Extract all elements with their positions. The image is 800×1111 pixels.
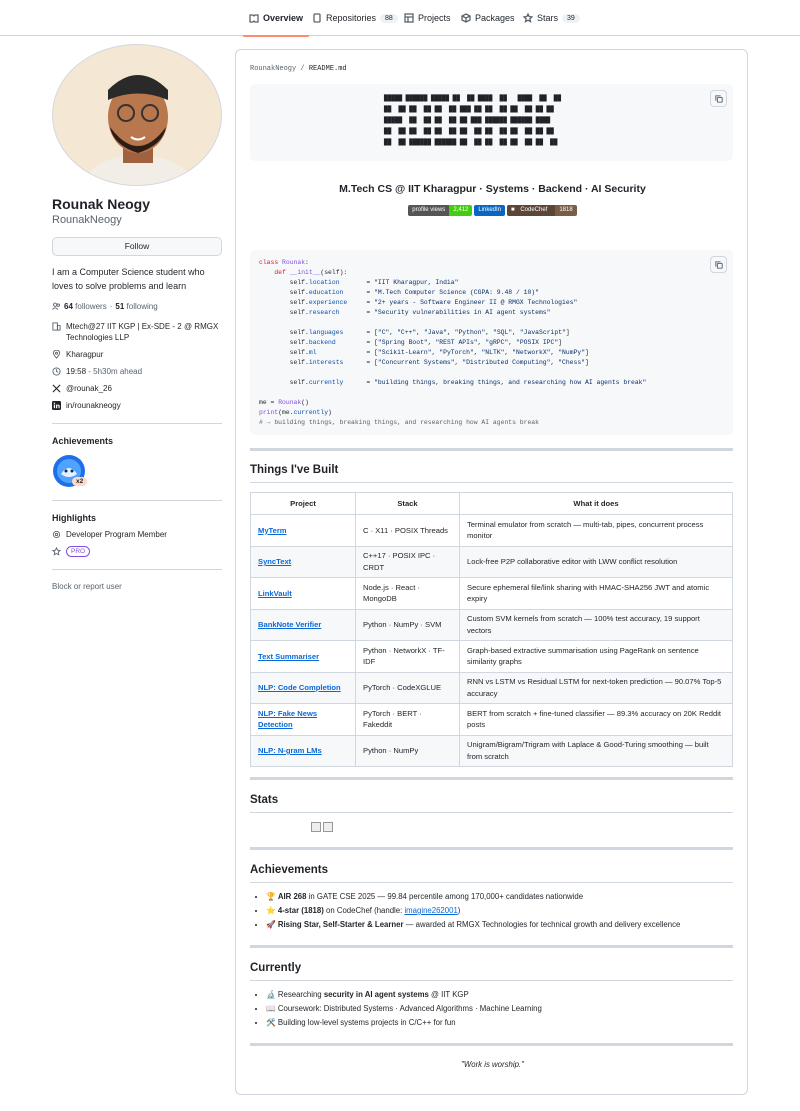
- highlights-heading: Highlights: [52, 513, 96, 523]
- table-header: Stack: [356, 493, 460, 515]
- table-row: [251, 515, 733, 547]
- table-row: [251, 672, 733, 704]
- stats-images: [311, 822, 333, 832]
- divider: [52, 423, 222, 424]
- project-stack: Python · NetworkX · TF-IDF: [356, 641, 460, 673]
- tab-packages[interactable]: [461, 0, 515, 36]
- time-offset: - 5h30m ahead: [88, 367, 143, 376]
- clock-icon: [52, 367, 61, 376]
- followers-link[interactable]: [64, 302, 107, 311]
- profile-tabs: [0, 0, 800, 36]
- people-icon: [52, 302, 61, 311]
- list-item: • 🛠️ Building low-level systems projects in C/C++ for fun: [266, 1016, 542, 1030]
- local-time: 19:58: [66, 367, 87, 376]
- package-icon: [461, 13, 471, 23]
- tab-overview[interactable]: [249, 0, 303, 36]
- project-stack: Python · NumPy · SVM: [356, 609, 460, 641]
- ascii-art: █████ ██████ █████ ██ ██ ████ ██ ████ ██ ██ ██ ██ ██ ██ ██ ██ ███ ██ ██ ██ ██ ██ ██ ██ █████ ██ ██ ██ ██ ██ ███ ██████ ██████ ████ ██ ██ ██ ██ ██ ██ ██ ██ ██ ██ ██ ██ ██ ██ ██ ██ ██████ ██████ ██ ██ ██ ██ ██ ██ ██ ██: [384, 95, 562, 146]
- horizontal-rule: [250, 945, 733, 948]
- project-stack: C · X11 · POSIX Threads: [356, 515, 460, 547]
- followers-count: 64: [64, 302, 73, 311]
- list-item: • 🏆 AIR 268 in GATE CSE 2025 — 99.84 percentile among 170,000+ candidates nationwide: [266, 890, 680, 904]
- project-stack: C++17 · POSIX IPC · CRDT: [356, 546, 460, 578]
- shield-label: LinkedIn: [474, 205, 505, 216]
- codechef-label-wrap: ■ CodeChef: [507, 205, 555, 216]
- achievement-title: Rising Star, Self-Starter & Learner: [277, 920, 404, 929]
- achievement-text: on CodeChef (handle:: [323, 906, 405, 915]
- repositories-count: 88: [380, 14, 398, 23]
- project-description: Custom SVM kernels from scratch — 100% test accuracy, 19 support vectors: [460, 609, 733, 641]
- tab-projects[interactable]: [404, 0, 451, 36]
- projects-table: [250, 492, 733, 767]
- divider: [52, 500, 222, 501]
- tab-projects-label: Projects: [418, 13, 451, 23]
- location-detail: [52, 349, 222, 360]
- company-text: Mtech@27 IIT KGP | Ex-SDE - 2 @ RMGX Technologies LLP: [66, 322, 219, 342]
- currently-text: Researching: [277, 990, 324, 999]
- location-icon: [52, 350, 61, 359]
- table-row: [251, 609, 733, 641]
- company-detail: [52, 321, 222, 343]
- ascii-banner: [250, 84, 733, 161]
- horizontal-rule: [250, 777, 733, 780]
- achievement-text: in GATE CSE 2025 — 99.84 percentile among 170,000+ candidates nationwide: [306, 892, 584, 901]
- table-row: [251, 704, 733, 736]
- table-icon: [404, 13, 414, 23]
- project-link[interactable]: MyTerm: [258, 525, 287, 535]
- list-item: • 🔬 Researching security in AI agent systems @ IIT KGP: [266, 988, 542, 1002]
- table-header: What it does: [460, 493, 733, 515]
- project-stack: Python · NumPy: [356, 735, 460, 767]
- shield-badges: [236, 205, 749, 216]
- shield-label: CodeChef: [520, 207, 548, 213]
- twitter-detail[interactable]: [52, 383, 222, 394]
- horizontal-rule: [250, 847, 733, 850]
- developer-program-highlight: [52, 529, 222, 540]
- tab-packages-label: Packages: [475, 13, 515, 23]
- achievements-list: [266, 890, 680, 932]
- book-icon: [249, 13, 259, 23]
- achievement-text: ): [457, 906, 461, 915]
- table-row: [251, 578, 733, 610]
- profile-details: [52, 321, 222, 411]
- table-row: [251, 546, 733, 578]
- linkedin-badge[interactable]: [474, 205, 505, 216]
- currently-list: [266, 988, 542, 1030]
- project-link[interactable]: LinkVault: [258, 588, 292, 598]
- copy-button[interactable]: [710, 90, 727, 107]
- project-description: Graph-based extractive summarisation using PageRank on sentence similarity graphs: [460, 641, 733, 673]
- copy-code-button[interactable]: [710, 256, 727, 273]
- copy-icon: [715, 261, 723, 269]
- pro-highlight: [52, 546, 222, 557]
- broken-image-icon: [323, 822, 333, 832]
- shield-label: profile views: [408, 205, 449, 216]
- table-header-row: [251, 493, 733, 515]
- readme-panel: [235, 49, 748, 1095]
- follow-button[interactable]: Follow: [52, 237, 222, 256]
- project-description: Lock-free P2P collaborative editor with LWW conflict resolution: [460, 546, 733, 578]
- project-stack: PyTorch · BERT · Fakeddit: [356, 704, 460, 736]
- tab-repositories-label: Repositories: [326, 13, 377, 23]
- tab-stars-label: Stars: [537, 13, 559, 23]
- achievement-title: 4-star (1818): [277, 906, 324, 915]
- codechef-handle-link[interactable]: imagine262001: [404, 906, 458, 915]
- location-text: Kharagpur: [66, 350, 104, 359]
- project-link[interactable]: NLP: Code Completion: [258, 683, 341, 692]
- dot-separator: ·: [109, 302, 113, 311]
- following-link[interactable]: [115, 302, 157, 311]
- currently-heading: Currently: [250, 962, 733, 981]
- divider: [52, 569, 222, 570]
- readme-headline: M.Tech CS @ IIT Kharagpur · Systems · Backend · AI Security: [339, 183, 646, 195]
- achievement-badge[interactable]: [52, 454, 86, 488]
- following-label: following: [126, 302, 158, 311]
- codechef-badge[interactable]: [507, 205, 577, 216]
- currently-bold: security in AI agent systems: [323, 990, 429, 999]
- project-link[interactable]: NLP: Fake News Detection: [258, 708, 318, 730]
- breadcrumb-file[interactable]: README.md: [308, 65, 347, 73]
- horizontal-rule: [250, 1043, 733, 1046]
- follow-stats: [52, 302, 222, 311]
- copy-icon: [715, 95, 723, 103]
- horizontal-rule: [250, 448, 733, 451]
- shield-value: 1818: [555, 205, 576, 216]
- linkedin-icon: [52, 401, 61, 410]
- developer-program-text: Developer Program Member: [66, 530, 167, 539]
- list-item: • 📖 Coursework: Distributed Systems · Advanced Algorithms · Machine Learning: [266, 1002, 542, 1016]
- currently-text: @ IIT KGP: [428, 990, 469, 999]
- project-link[interactable]: SyncText: [258, 557, 292, 566]
- profile-views-badge: [408, 205, 472, 216]
- organization-icon: [52, 322, 61, 331]
- linkedin-handle[interactable]: in/rounakneogy: [66, 401, 121, 410]
- achievements-readme-heading: Achievements: [250, 864, 733, 883]
- star-icon: [52, 547, 61, 556]
- profile-bio: I am a Computer Science student who loves to solve problems and learn: [52, 267, 205, 291]
- repo-icon: [312, 13, 322, 23]
- list-item: • ⭐ 4-star (1818) on CodeChef (handle: imagine262001): [266, 904, 680, 918]
- table-header: Project: [251, 493, 356, 515]
- project-description: Terminal emulator from scratch — multi-tab, pipes, concurrent process monitor: [460, 515, 733, 547]
- table-row: [251, 641, 733, 673]
- twitter-handle[interactable]: @rounak_26: [66, 384, 112, 393]
- avatar[interactable]: [52, 44, 222, 186]
- achievement-count-badge: x2: [72, 477, 87, 486]
- stars-count: 39: [562, 14, 580, 23]
- project-stack: Node.js · React · MongoDB: [356, 578, 460, 610]
- profile-username: RounakNeogy: [52, 214, 122, 226]
- followers-label: followers: [75, 302, 107, 311]
- currently-text: Building low-level systems projects in C/C++ for fun: [277, 1018, 456, 1027]
- project-description: BERT from scratch + fine-tuned classifier — 89.3% accuracy on 20K Reddit posts: [460, 704, 733, 736]
- project-description: RNN vs LSTM vs Residual LSTM for next-token prediction — 90.07% Top-5 accuracy: [460, 672, 733, 704]
- tab-repositories[interactable]: [312, 0, 398, 36]
- project-link[interactable]: BankNote Verifier: [258, 620, 322, 629]
- broken-image-icon: [311, 822, 321, 832]
- project-link[interactable]: Text Summariser: [258, 651, 320, 661]
- profile-full-name: Rounak Neogy: [52, 196, 151, 212]
- pro-badge: PRO: [66, 546, 90, 557]
- project-link[interactable]: NLP: N-gram LMs: [258, 746, 322, 755]
- x-logo-icon: [52, 384, 61, 393]
- achievement-text: — awarded at RMGX Technologies for technical growth and delivery excellence: [403, 920, 681, 929]
- table-row: [251, 735, 733, 767]
- stats-heading: Stats: [250, 794, 733, 813]
- things-built-heading: Things I've Built: [250, 464, 733, 483]
- block-report-link[interactable]: Block or report user: [52, 582, 122, 591]
- achievement-title: AIR 268: [277, 892, 307, 901]
- currently-text: Coursework: Distributed Systems · Advanced Algorithms · Machine Learning: [277, 1004, 542, 1013]
- code-block: class Rounak: def __init__(self): self.location = "IIT Kharagpur, India" self.education = "M.Tech Computer Science (CGPA: 9.48 / 10)" self.experience = "2+ years - Software Engineer II @ RMGX Technologies" self.research = "Security vulnerabilities in AI agent systems" self.languages = ["C", "C++", "Java", "Python", "SQL", "JavaScript"] self.backend = ["Spring Boot", "REST APIs", "gRPC", "POSIX IPC"] self.ml = ["Scikit-Learn", "PyTorch", "NLTK", "NetworkX", "NumPy"] self.interests = ["Concurrent Systems", "Distributed Computing", "Chess"] self.currently = "building things, breaking things, and researching how AI agents break" me = Rounak() print(me.currently) # → building things, breaking things, and researching how AI agents break: [250, 250, 733, 435]
- profile-sidebar: [52, 44, 222, 591]
- project-description: Unigram/Bigram/Trigram with Laplace & Good-Turing smoothing — built from scratch: [460, 735, 733, 767]
- star-icon: [523, 13, 533, 23]
- project-stack: PyTorch · CodeXGLUE: [356, 672, 460, 704]
- following-count: 51: [115, 302, 125, 311]
- linkedin-detail[interactable]: [52, 400, 222, 411]
- readme-breadcrumb: RounakNeogy / README.md: [250, 65, 347, 73]
- time-detail: [52, 366, 222, 377]
- tab-overview-label: Overview: [263, 13, 304, 23]
- achievements-heading: Achievements: [52, 436, 114, 446]
- breadcrumb-user[interactable]: RounakNeogy: [250, 65, 297, 73]
- closing-quote: "Work is worship.": [461, 1060, 524, 1069]
- cpu-icon: [52, 530, 61, 539]
- shield-value: 2,412: [449, 205, 472, 216]
- list-item: • 🚀 Rising Star, Self-Starter & Learner — awarded at RMGX Technologies for technical growth and delivery excellence: [266, 918, 680, 932]
- project-description: Secure ephemeral file/link sharing with HMAC-SHA256 JWT and atomic expiry: [460, 578, 733, 610]
- tab-stars[interactable]: [523, 0, 580, 36]
